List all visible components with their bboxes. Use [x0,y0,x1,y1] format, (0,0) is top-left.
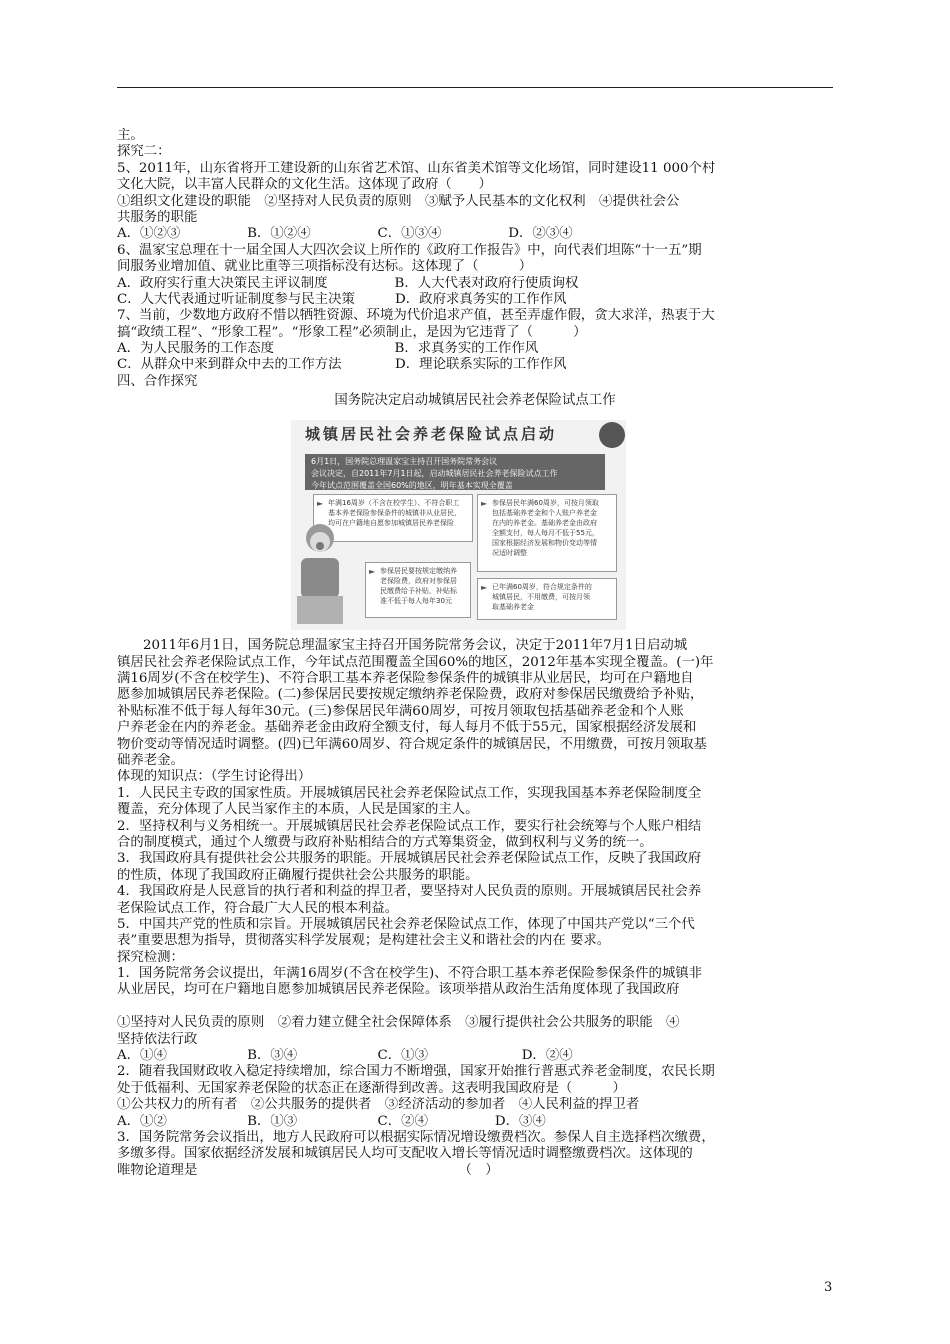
text-line: 体现的知识点：（学生讨论得出） [117,769,312,785]
page-number: 3 [824,1280,833,1295]
text-line: 间服务业增加值、就业比重等三项指标没有达标。这体现了（ ） [117,259,533,275]
news-paragraph [117,638,833,769]
box-line: 国家根据经济发展和物价变动等情 [492,539,597,548]
pension-infographic [291,420,626,630]
text-line: 愿参加城镇居民养老保险。(二)参保居民要按规定缴纳养老保险费，政府对参保居民缴费给予补贴， [117,687,704,703]
text-line: 表”重要思想为指导，贯彻落实科学发展观；是构建社会主义和谐社会的内在 要求。 [117,933,611,949]
box-line: 基本养老保险参保条件的城镇非从业居民， [328,509,461,518]
question-7-options: A．为人民服务的工作态度 B．求真务实的工作作风 [117,341,539,357]
infographic-title: 城镇居民社会养老保险试点启动 [305,425,558,444]
text-line: 2011年6月1日，国务院总理温家宝主持召开国务院常务会议，决定于2011年7月1日启动城 [143,638,688,654]
box-line: 已年满60周岁，符合规定条件的 [492,583,592,592]
text-line: 老保险试点工作，符合最广大人民的根本利益。 [117,900,399,916]
elderly-person-illustration [293,516,347,628]
text-line: 物价变动等情况适时调整。(四)已年满60周岁、符合规定条件的城镇居民，不用缴费，可按月领取基 [117,736,707,752]
box-line: 况适时调整 [492,549,527,558]
text-line: ①公共权力的所有者 ②公共服务的提供者 ③经济活动的参加者 ④人民利益的捍卫者 [117,1097,640,1113]
box-line: 参保居民年满60周岁，可按月领取 [492,499,599,508]
text-line: 从业居民，均可在户籍地自愿参加城镇居民养老保险。该项举措从政治生活角度体现了我国政府 [117,982,680,998]
text-line: 覆盖，充分体现了人民当家作主的本质，人民是国家的主人。 [117,802,479,818]
question-6-options: A．政府实行重大决策民主评议制度 B．人大代表对政府行使质询权 [117,275,579,291]
text-line: 合的制度模式，通过个人缴费与政府补贴相结合的方式筹集资金，做到权利与义务的统一。 [117,834,653,850]
summary-line: 会议决定，自2011年7月1日起，启动城镇居民社会养老保险试点工作 [311,469,558,479]
summary-line: 今年试点范围覆盖全国60%的地区，明年基本实现全覆盖 [311,481,513,491]
arrow-icon: ► [369,567,376,577]
text-line: A．①② B．①③ C．②④ D．③④ [117,1113,546,1129]
text-line: 主。 [117,128,144,143]
infographic-box-benefits [477,494,617,572]
text-line: 多缴多得。国家依据经济发展和城镇居民人均可支配收入增长等情况适时调整缴费档次。这体现的 [117,1146,693,1162]
infographic-summary [305,454,605,490]
summary-line: 6月1日，国务院总理温家宝主持召开国务院常务会议 [311,457,498,467]
section-heading: 四、合作探究 [117,373,198,389]
document-body [117,128,833,1179]
box-line: 准不低于每人每年30元 [380,597,452,606]
text-line: 5．中国共产党的性质和宗旨。开展城镇居民社会养老保险试点工作，体现了中国共产党以“三个代 [117,916,695,932]
sun-icon [599,422,625,448]
box-line: 参保居民要按规定缴纳养 [380,567,457,576]
infographic-box-elderly [477,578,617,620]
box-line: 年满16周岁（不含在校学生）、不符合职工 [328,499,460,508]
question-7-options: C．从群众中来到群众中去的工作方法 D．理论联系实际的工作作风 [117,357,567,373]
header-rule [117,87,833,88]
question-5-statements: ①组织文化建设的职能 ②坚持对人民负责的原则 ③赋予人民基本的文化权利 ④提供社会公 [117,193,680,209]
text-line: 础养老金。 [117,752,184,768]
box-line: 老保险费，政府对参保居 [380,577,457,586]
text-line: 搞“政绩工程”、“形象工程”。“形象工程”必须制止，是因为它违背了（ ） [117,324,587,340]
text-line: 唯物论道理是 （ ） [117,1162,499,1178]
text-line: 镇居民社会养老保险试点工作，今年试点范围覆盖全国60%的地区，2012年基本实现全覆盖。(一)年 [117,654,714,670]
box-line: 民缴费给予补贴，补贴标 [380,587,457,596]
text-line: 坚持依法行政 [117,1031,198,1047]
arrow-icon: ► [481,583,488,593]
text-line: 的性质，体现了我国政府正确履行提供社会公共服务的职能。 [117,867,479,883]
question-6-options: C．人大代表通过听证制度参与民主决策 D．政府求真务实的工作作风 [117,291,567,307]
text-line: ①坚持对人民负责的原则 ②着力建立健全社会保障体系 ③履行提供社会公共服务的职能 ④ [117,1015,680,1031]
box-line: 在内的养老金。基础养老金由政府 [492,519,597,528]
text-line: 1．人民民主专政的国家性质。开展城镇居民社会养老保险试点工作，实现我国基本养老保险制度全 [117,785,702,801]
box-line: 取基础养老金 [492,603,534,612]
text-line: 共服务的职能 [117,209,198,225]
box-line: 城镇居民，不用缴费，可按月领 [492,593,590,602]
text-line: 户养老金在内的养老金。基础养老金由政府全额支付，每人每月不低于55元，国家根据经济发展和 [117,720,697,736]
text-line: 3．国务院常务会议指出，地方人民政府可以根据实际情况增设缴费档次。参保人自主选择档次缴费， [117,1129,715,1145]
question-5: 5、2011年，山东省将开工建设新的山东省艺术馆、山东省美术馆等文化场馆，同时建设11 000个村 [117,160,716,176]
text-line: 文化大院，以丰富人民群众的文化生活。这体现了政府（ ） [117,177,492,193]
text-line: A．①④ B．③④ C．①③ D．②④ [117,1048,573,1064]
text-line: 4．我国政府是人民意旨的执行者和利益的捍卫者，要坚持对人民负责的原则。开展城镇居民社会养 [117,884,702,900]
blank-line [117,999,833,1015]
text-line: 探究二： [117,144,171,160]
text-line: 满16周岁(不含在校学生)、不符合职工基本养老保险参保条件的城镇非从业居民，均可在户籍地自 [117,671,694,687]
section-title: 国务院决定启动城镇居民社会养老保险试点工作 [334,393,616,409]
box-line: 均可在户籍地自愿参加城镇居民养老保险 [328,519,454,528]
text-line: 处于低福利、无国家养老保险的状态正在逐渐得到改善。这表明我国政府是（ ） [117,1080,626,1096]
text-line: 3．我国政府具有提供社会公共服务的职能。开展城镇居民社会养老保险试点工作，反映了我国政府 [117,851,702,867]
text-line: 探究检测： [117,949,184,965]
question-7: 7、当前，少数地方政府不惜以牺牲资源、环境为代价追求产值，甚至弄虚作假，贪大求洋，热衷于大 [117,308,715,324]
inquiry-two-section [117,128,833,390]
text-line: 补贴标准不低于每人每年30元。(三)参保居民年满60周岁，可按月领取包括基础养老金和个人账 [117,703,684,719]
text-line: 1．国务院常务会议提出，年满16周岁(不含在校学生)、不符合职工基本养老保险参保条件的城镇非 [117,966,703,982]
text-line: 2．随着我国财政收入稳定持续增加，综合国力不断增强，国家开始推行普惠式养老金制度，农民长期 [117,1064,715,1080]
box-line: 全额支付，每人每月不低于55元， [492,529,599,538]
question-5-options: A．①②③ B．①②④ C．①③④ D．②③④ [117,226,573,242]
question-6: 6、温家宝总理在十一届全国人大四次会议上所作的《政府工作报告》中，向代表们坦陈“十一五”期 [117,242,702,258]
knowledge-and-test-section [117,769,833,1179]
box-line: 包括基础养老金和个人账户养老金 [492,509,597,518]
text-line: 2．坚持权利与义务相统一。开展城镇居民社会养老保险试点工作，要实行社会统筹与个人账户相结 [117,818,702,834]
arrow-icon: ► [317,499,324,509]
arrow-icon: ► [481,499,488,509]
infographic-box-contribution [365,562,471,618]
